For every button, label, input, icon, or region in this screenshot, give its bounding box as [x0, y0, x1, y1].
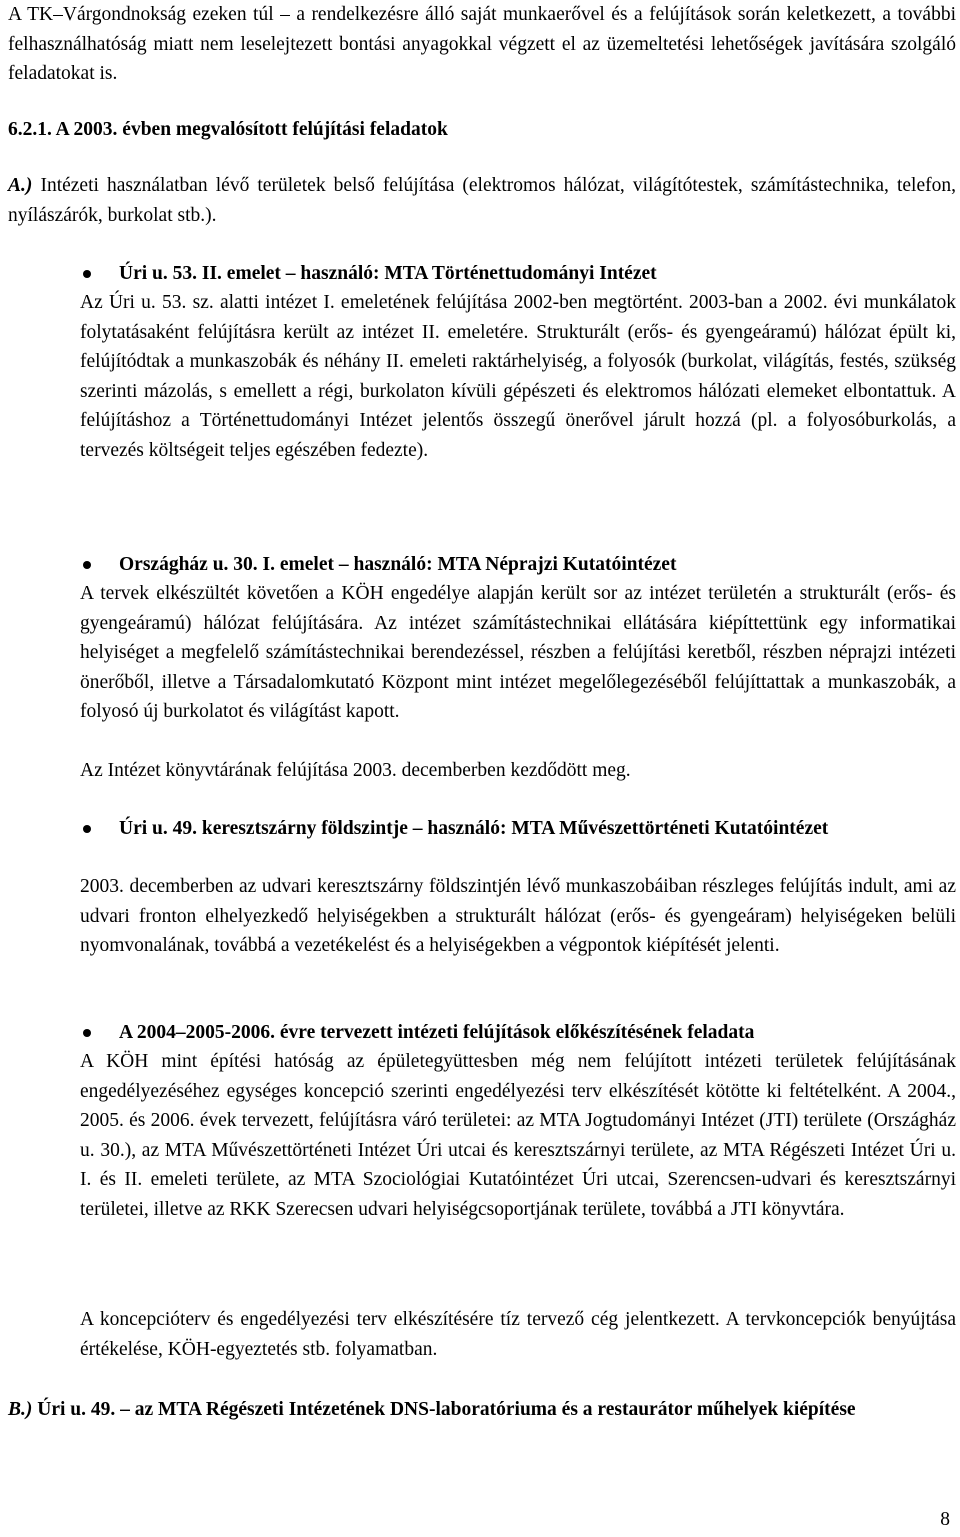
- bullet-icon: [83, 1029, 91, 1037]
- part-a-paragraph: [8, 171, 956, 230]
- item-body: A KÖH mint építési hatóság az épületegyüttesben még nem felújított intézeti területek felújításának engedélyezéséhez egységes koncepció szerinti engedélyezési terv elkészítését kötötte ki feltételként. A 2004., 2005. és 2006. évek tervezett, felújításra váró területei: az MTA Jogtudományi Intézet (JTI) területe (Országház u. 30.), az MTA Művészettörténeti Intézet Úri utcai és keresztszárnyi területe, az MTA Régészeti Intézet Úri u. I. és II. emeleti területe, az MTA Szociológiai Kutatóintézet Úri utcai, Szerencsen-udvari és keresztszárnyi területei, illetve az RKK Szerecsen udvari helyiségcsoportjának területe, továbbá a JTI könyvtára.: [80, 1051, 956, 1220]
- item-title: A 2004–2005-2006. évre tervezett intézeti felújítások előkészítésének feladata: [119, 1022, 755, 1043]
- list-item: [8, 814, 956, 844]
- item-title: Úri u. 53. II. emelet – használó: MTA Történettudományi Intézet: [119, 263, 657, 284]
- part-b-text: Úri u. 49. – az MTA Régészeti Intézetének DNS-laboratóriuma és a restaurátor műhelyek kiépítése: [37, 1399, 856, 1420]
- item-body: Az Úri u. 53. sz. alatti intézet I. emeletének felújítása 2002-ben megtörtént. 2003-ban a 2002. évi munkálatok folytatásaként felújításra került az intézet II. emeletére. Strukturált (erős- és gyengeáramú) hálózat épült ki, felújítódtak a munkaszobák és néhány II. emeleti raktárhelyiség, a folyosók (burkolat, világítás, festés, szükség szerinti mázolás, s emellett a régi, burkolaton kívüli gépészeti és elektromos hálózati elemeket elbontattuk. A felújításhoz a Történettudományi Intézet jelentős összegű önerővel járult hozzá (pl. a folyosóburkolás, a tervezés költségeit teljes egészében fedezte).: [80, 292, 956, 461]
- part-b-paragraph: [8, 1395, 956, 1425]
- part-b-label: B.): [8, 1399, 33, 1420]
- item-title: Országház u. 30. I. emelet – használó: MTA Néprajzi Kutatóintézet: [119, 554, 677, 575]
- page-number: 8: [940, 1509, 950, 1530]
- item-body: 2003. decemberben az udvari keresztszárny földszintjén lévő munkaszobáiban részleges felújítás indult, ami az udvari fronton elhelyezkedő helyiségekben a strukturált hálózat (erős- és gyengeáram) helyiségeken belüli nyomvonalának, továbbá a vezetékelést és a helyiségekben a végpontok kiépítését jelenti.: [80, 876, 956, 956]
- list-item: [8, 259, 956, 289]
- concept-paragraph: A koncepcióterv és engedélyezési terv elkészítésére tíz tervező cég jelentkezett. A tervkoncepciók benyújtása értékelése, KÖH-egyeztetés stb. folyamatban.: [80, 1309, 956, 1360]
- list-item: [8, 1018, 956, 1048]
- item-title: Úri u. 49. keresztszárny földszintje – használó: MTA Művészettörténeti Kutatóintézet: [119, 818, 829, 839]
- bullet-icon: [83, 825, 91, 833]
- item-body-extra: Az Intézet könyvtárának felújítása 2003. decemberben kezdődött meg.: [80, 760, 631, 781]
- part-a-label: A.): [8, 175, 33, 196]
- part-a-text: Intézeti használatban lévő területek belső felújítása (elektromos hálózat, világítótestek, számítástechnika, telefon, nyílászárók, burkolat stb.).: [8, 175, 957, 226]
- item-body: A tervek elkészültét követően a KÖH engedélye alapján került sor az intézet területén a strukturált (erős- és gyengeáramú) hálózat felújítására. Az intézet számítástechnikai ellátására kiépíttettünk egy informatikai helyiséget a megfelelő számítástechnikai berendezéssel, részben a felújítási keretből, részben néprajzi intézeti önerőből, illetve a Társadalomkutató Központ mint intézet megelőlegezéséből felújíttattak a munkaszobák, a folyosó új burkolatot és világítást kapott.: [80, 583, 956, 722]
- list-item: [8, 550, 956, 580]
- bullet-icon: [83, 561, 91, 569]
- intro-paragraph: A TK–Várgondnokság ezeken túl – a rendelkezésre álló saját munkaerővel és a felújítások során keletkezett, a további felhasználhatóság miatt nem leselejtezett bontási anyagokkal végzett el az üzemeltetési lehetőségek javítására szolgáló feladatokat is.: [8, 4, 956, 84]
- bullet-icon: [83, 270, 91, 278]
- section-heading: 6.2.1. A 2003. évben megvalósított felújítási feladatok: [8, 119, 448, 140]
